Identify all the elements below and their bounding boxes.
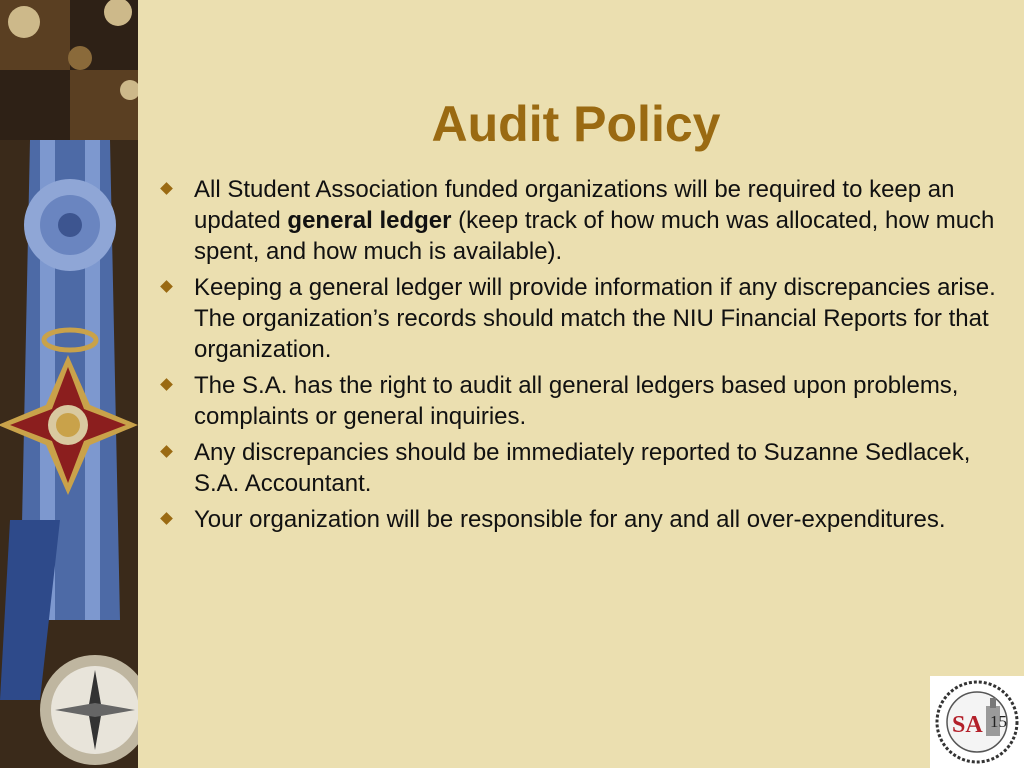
diamond-bullet-icon [160,512,173,525]
medal-decoration-image [0,0,138,768]
bullet-item [160,504,1000,535]
bullet-emphasis: general ledger [287,207,452,234]
bullet-text: Any discrepancies should be immediately reported to Suzanne Sedlacek, S.A. Accountant. [194,439,971,497]
bullet-text-continued: (keep track of how much was allocated, how much spent, and how much is available). [194,207,995,265]
diamond-bullet-icon [160,445,173,458]
diamond-bullet-icon [160,378,173,391]
bullet-item [160,272,1000,365]
student-association-seal-logo [930,676,1024,768]
bullet-text: Keeping a general ledger will provide information if any discrepancies arise. The organization’s records should match the NIU Financial Reports for that organization. [194,274,996,363]
bullet-text: All Student Association funded organizations will be required to keep an updated [194,176,955,234]
diamond-bullet-icon [160,182,173,195]
svg-text:SA: SA [952,712,983,738]
diamond-bullet-icon [160,280,173,293]
bullet-item [160,437,1000,499]
bullet-item [160,174,1000,267]
bullet-item [160,370,1000,432]
page-number: 15 [990,712,1007,731]
bullet-text: The S.A. has the right to audit all general ledgers based upon problems, complaints or general inquiries. [194,372,959,430]
bullet-text: Your organization will be responsible for any and all over-expenditures. [194,506,946,533]
slide-title: Audit Policy [431,96,721,152]
bullet-list [160,174,1000,540]
